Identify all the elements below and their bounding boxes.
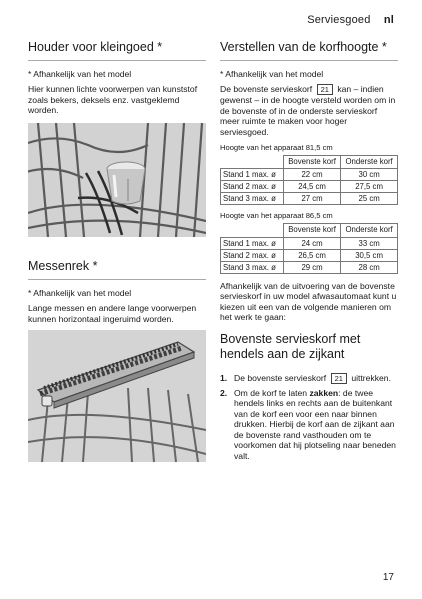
row-label: Stand 2 max. ø <box>221 181 284 193</box>
column-header-upper: Bovenste korf <box>283 156 340 169</box>
basket-height-intro <box>220 84 398 137</box>
step-number: 1. <box>220 372 228 383</box>
page-number: 17 <box>382 572 394 583</box>
column-header-lower: Onderste korf <box>341 156 398 169</box>
upper-value: 22 cm <box>283 169 340 181</box>
upper-value: 24,5 cm <box>283 181 340 193</box>
part-number-badge: 21 <box>331 373 347 384</box>
row-label: Stand 1 max. ø <box>221 237 284 249</box>
table-row <box>221 181 398 193</box>
row-label: Stand 3 max. ø <box>221 193 284 205</box>
row-label: Stand 2 max. ø <box>221 249 284 261</box>
step-2-text-b: : de twee hendels links en rechts aan de buitenkant van de korf een voor een naar binnen drukken. Hierbij de korf aan de zijkant aan de bovenste rand vasthouden om te voorkomen dat hij plotseling naar beneden valt. <box>234 387 396 461</box>
height-table-86-5 <box>220 223 398 273</box>
page-header <box>307 14 394 26</box>
step-1-text-b: uittrekken. <box>351 372 391 383</box>
upper-value: 26,5 cm <box>283 249 340 261</box>
knife-rack-illustration <box>28 330 206 462</box>
knife-rack-image <box>28 330 206 462</box>
basket-height-note: * Afhankelijk van het model <box>220 69 324 80</box>
side-levers-subtitle: Bovenste servieskorf met hendels aan de zijkant <box>220 331 361 361</box>
column-header-upper: Bovenste korf <box>283 224 340 237</box>
table-row <box>221 249 398 261</box>
step-1-text-a: De bovenste servieskorf <box>234 372 327 383</box>
knife-rack-note: * Afhankelijk van het model <box>28 288 132 299</box>
intro-text-1: De bovenste servieskorf <box>220 84 313 95</box>
row-label: Stand 1 max. ø <box>221 169 284 181</box>
lower-value: 28 cm <box>341 261 398 273</box>
table-row <box>221 261 398 273</box>
right-column <box>220 40 398 465</box>
table-row <box>221 169 398 181</box>
column-header-lower: Onderste korf <box>341 224 398 237</box>
table-row <box>221 237 398 249</box>
upper-value: 29 cm <box>283 261 340 273</box>
holder-note: * Afhankelijk van het model <box>28 69 132 80</box>
left-column <box>28 40 206 462</box>
upper-value: 24 cm <box>283 237 340 249</box>
knife-rack-text: Lange messen en andere lange voorwerpen kunnen horizontaal ingeruimd worden. <box>28 303 197 324</box>
holder-title: Houder voor kleingoed * <box>28 40 206 61</box>
language-code: nl <box>383 14 394 26</box>
lower-value: 30,5 cm <box>341 249 398 261</box>
upper-value: 27 cm <box>283 193 340 205</box>
table-row <box>221 193 398 205</box>
table-corner <box>221 156 284 169</box>
intro-text-2: kan – indien gewenst – in de hoogte versteld worden om in de bovenste of in de onderste servieskorf meer ruimte te maken voor hoger serviesgoed. <box>220 84 396 137</box>
part-number-badge: 21 <box>317 84 333 95</box>
step-number: 2. <box>220 387 228 398</box>
holder-text: Hier kunnen lichte voorwerpen van kunststof zoals bekers, deksels enz. vastgeklemd worden. <box>28 84 198 116</box>
height-table-81-5 <box>220 155 398 205</box>
lower-value: 25 cm <box>341 193 398 205</box>
instruction-steps <box>220 373 398 461</box>
section-title: Serviesgoed <box>307 14 371 26</box>
step-2 <box>220 388 398 461</box>
table1-caption: Hoogte van het apparaat 81,5 cm <box>220 143 333 153</box>
knife-rack-title: Messenrek * <box>28 259 206 280</box>
basket-height-title: Verstellen van de korfhoogte * <box>220 40 398 61</box>
table2-caption: Hoogte van het apparaat 86,5 cm <box>220 211 333 221</box>
after-tables-text: Afhankelijk van de uitvoering van de bovenste servieskorf in uw model afwasautomaat kunt u kiezen uit een van de volgende manieren om het werk te gaan: <box>220 280 397 323</box>
lower-value: 30 cm <box>341 169 398 181</box>
lower-value: 33 cm <box>341 237 398 249</box>
step-1 <box>220 373 398 384</box>
row-label: Stand 3 max. ø <box>221 261 284 273</box>
dishrack-cup-holder-image <box>28 123 206 237</box>
step-2-text-a: Om de korf te laten <box>234 387 308 398</box>
step-2-emphasis: zakken <box>309 387 339 398</box>
lower-value: 27,5 cm <box>341 181 398 193</box>
table-corner <box>221 224 284 237</box>
holder-illustration <box>28 123 206 237</box>
